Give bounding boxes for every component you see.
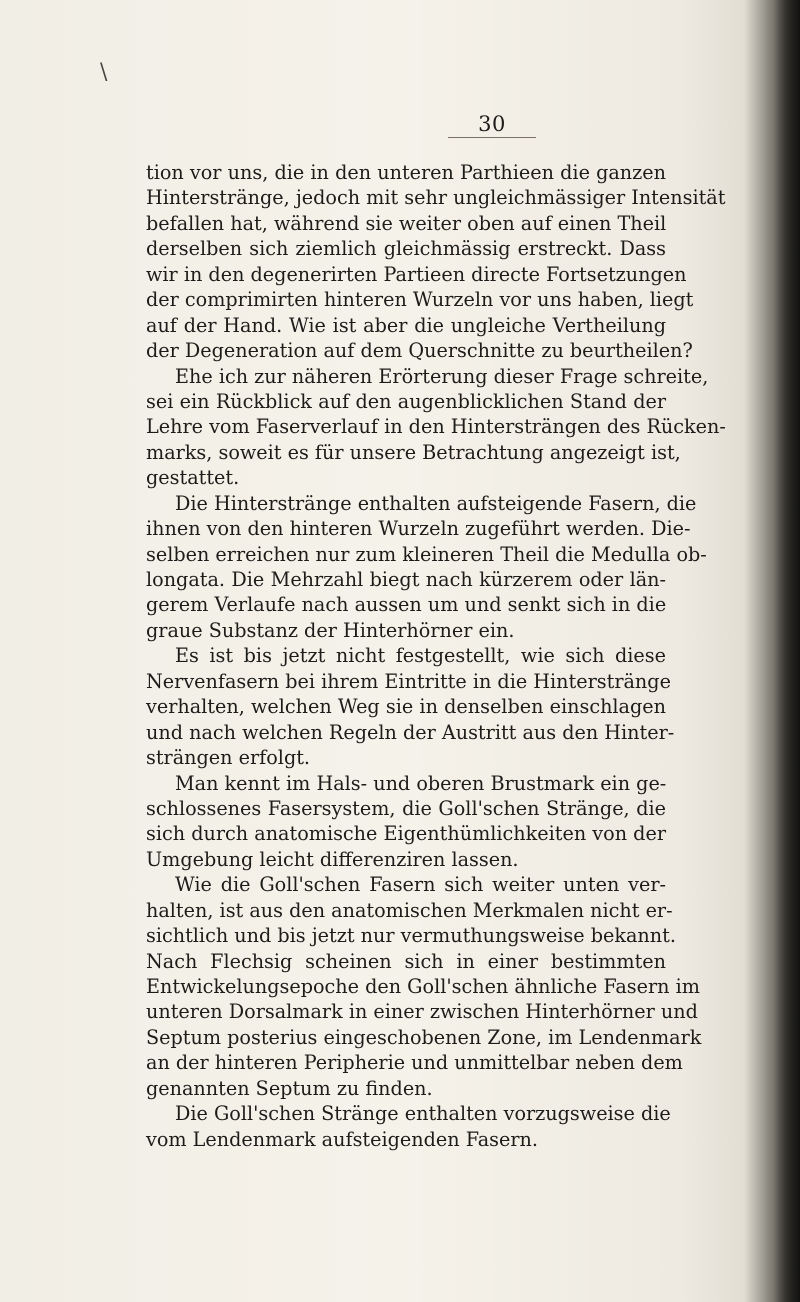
paragraph-start-line: Die Goll'schen Stränge enthalten vorzugsweise die bbox=[175, 1102, 671, 1126]
text-line: derselben sich ziemlich gleichmässig erstreckt. Dass bbox=[146, 237, 666, 261]
paragraph-start-line: Wie die Goll'schen Fasern sich weiter unten ver- bbox=[175, 873, 666, 897]
text-line: der comprimirten hinteren Wurzeln vor uns haben, liegt bbox=[146, 288, 694, 312]
page-binding-edge bbox=[766, 0, 800, 1302]
text-line: auf der Hand. Wie ist aber die ungleiche Vertheilung bbox=[146, 313, 666, 337]
text-line: sich durch anatomische Eigenthümlichkeiten von der bbox=[146, 822, 666, 846]
paragraph-end-line: genannten Septum zu finden. bbox=[146, 1076, 433, 1100]
text-line: Septum posterius eingeschobenen Zone, im Lendenmark bbox=[146, 1025, 702, 1049]
text-line: marks, soweit es für unsere Betrachtung angezeigt ist, bbox=[146, 440, 681, 464]
text-line: Lehre vom Faserverlauf in den Hintersträngen des Rücken- bbox=[146, 415, 726, 439]
text-line: schlossenes Fasersystem, die Goll'schen Stränge, die bbox=[146, 796, 666, 820]
text-line: Nervenfasern bei ihrem Eintritte in die Hinterstränge bbox=[146, 669, 671, 693]
text-line: befallen hat, während sie weiter oben auf einen Theil bbox=[146, 211, 667, 235]
text-line: unteren Dorsalmark in einer zwischen Hinterhörner und bbox=[146, 1000, 698, 1024]
text-line: sei ein Rückblick auf den augenblicklichen Stand der bbox=[146, 389, 666, 413]
text-line: an der hinteren Peripherie und unmittelbar neben dem bbox=[146, 1051, 683, 1075]
text-line: verhalten, welchen Weg sie in denselben einschlagen bbox=[146, 695, 666, 719]
body-text bbox=[146, 160, 726, 1152]
text-line: Entwickelungsepoche den Goll'schen ähnliche Fasern im bbox=[146, 975, 700, 998]
margin-mark: \ bbox=[100, 60, 108, 85]
paragraph-start-line: Die Hinterstränge enthalten aufsteigende Fasern, die bbox=[175, 491, 697, 515]
paragraph-start-line: Ehe ich zur näheren Erörterung dieser Frage schreite, bbox=[175, 364, 709, 388]
text-line: und nach welchen Regeln der Austritt aus den Hinter- bbox=[146, 720, 675, 744]
paragraph-end-line: Umgebung leicht differenziren lassen. bbox=[146, 847, 519, 871]
text-line: der Degeneration auf dem Querschnitte zu beurtheilen? bbox=[146, 339, 693, 363]
page-number: 30 bbox=[478, 112, 506, 136]
text-line: longata. Die Mehrzahl biegt nach kürzerem oder län- bbox=[146, 568, 666, 591]
text-line: ihnen von den hinteren Wurzeln zugeführt werden. Die- bbox=[146, 517, 691, 541]
text-line: wir in den degenerirten Partieen directe Fortsetzungen bbox=[146, 262, 687, 286]
paragraph-start-line: Man kennt im Hals- und oberen Brustmark ein ge- bbox=[175, 771, 667, 795]
page-number-rule bbox=[448, 137, 536, 138]
paragraph-end-line: gestattet. bbox=[146, 466, 240, 490]
paragraph-end-line: graue Substanz der Hinterhörner ein. bbox=[146, 618, 515, 642]
paragraph-end-line: vom Lendenmark aufsteigenden Fasern. bbox=[146, 1127, 538, 1151]
text-line: selben erreichen nur zum kleineren Theil die Medulla ob- bbox=[146, 542, 707, 566]
text-line: halten, ist aus den anatomischen Merkmalen nicht er- bbox=[146, 898, 673, 922]
text-line: sichtlich und bis jetzt nur vermuthungsweise bekannt. bbox=[146, 924, 676, 948]
text-line: gerem Verlaufe nach aussen um und senkt sich in die bbox=[146, 593, 667, 617]
paragraph-start-line: Es ist bis jetzt nicht festgestellt, wie sich diese bbox=[175, 644, 666, 668]
paragraph-end-line: strängen erfolgt. bbox=[146, 746, 311, 770]
text-line: tion vor uns, die in den unteren Parthieen die ganzen bbox=[146, 161, 666, 184]
text-line: Hinterstränge, jedoch mit sehr ungleichmässiger Intensität bbox=[146, 186, 726, 210]
text-line: Nach Flechsig scheinen sich in einer bestimmten bbox=[146, 949, 666, 973]
